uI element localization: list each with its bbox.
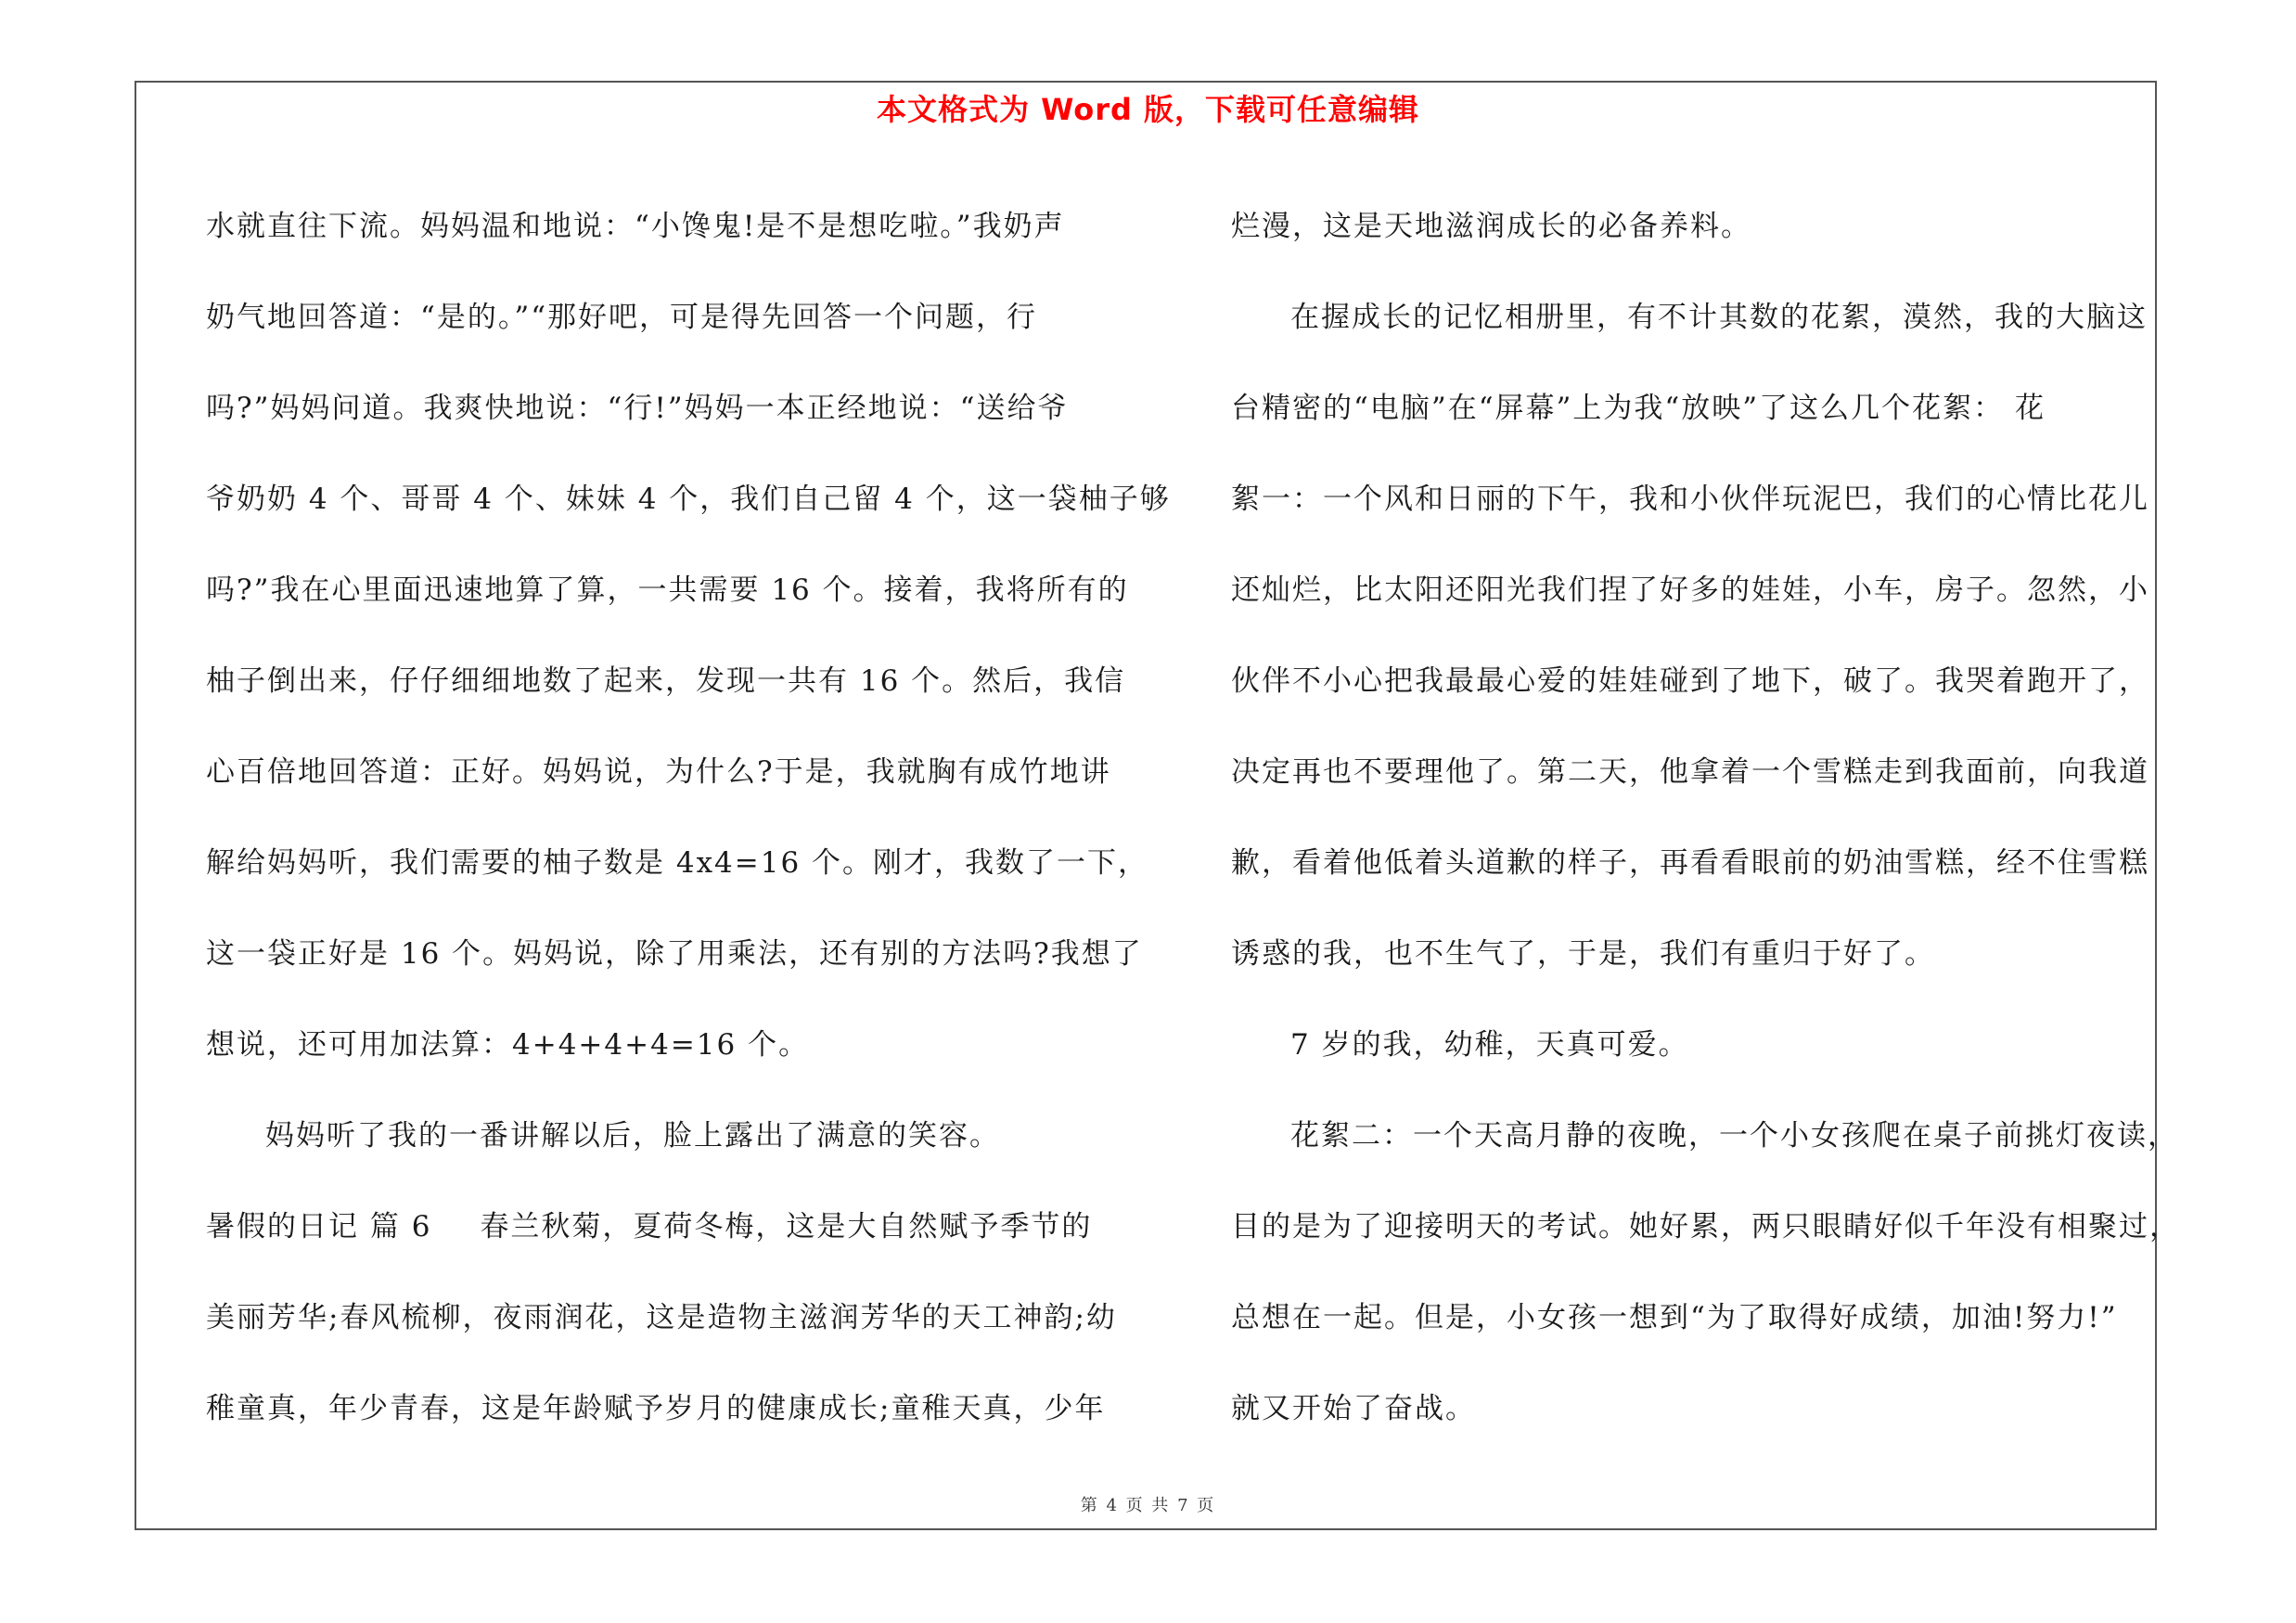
paragraph-start-line: 7 岁的我，幼稚，天真可爱。 (1290, 1028, 1689, 1062)
header-banner: 本文格式为 Word 版，下载可任意编辑 (876, 92, 1420, 127)
text-line: 诱惑的我，也不生气了，于是，我们有重归于好了。 (1231, 937, 1935, 971)
paragraph-start-line: 花絮二：一个天高月静的夜晚，一个小女孩爬在桌子前挑灯夜读， (1290, 1119, 2178, 1153)
text-line: 烂漫，这是天地滋润成长的必备养料。 (1231, 210, 1751, 243)
text-line: 目的是为了迎接明天的考试。她好累，两只眼睛好似千年没有相聚过， (1231, 1210, 2180, 1243)
text-line: 美丽芳华;春风梳柳，夜雨润花，这是造物主滋润芳华的天工神韵;幼 (206, 1301, 1117, 1334)
text-line: 稚童真，年少青春，这是年龄赋予岁月的健康成长;童稚天真，少年 (206, 1392, 1106, 1425)
text-line: 柚子倒出来，仔仔细细地数了起来，发现一共有 16 个。然后，我信 (206, 664, 1126, 698)
text-line: 歉，看着他低着头道歉的样子，再看看眼前的奶油雪糕，经不住雪糕 (1231, 846, 2149, 880)
text-line: 心百倍地回答道：正好。妈妈说，为什么?于是，我就胸有成竹地讲 (206, 755, 1111, 789)
text-line: 总想在一起。但是，小女孩一想到“为了取得好成绩，加油!努力!” (1231, 1301, 2118, 1334)
text-line: 决定再也不要理他了。第二天，他拿着一个雪糕走到我面前，向我道 (1231, 755, 2149, 789)
paragraph-start-line: 在握成长的记忆相册里，有不计其数的花絮，漠然，我的大脑这 (1290, 301, 2148, 334)
text-line: 解给妈妈听，我们需要的柚子数是 4x4=16 个。刚才，我数了一下， (206, 846, 1149, 880)
section-heading-line (206, 1181, 1124, 1272)
right-column (1231, 181, 2180, 1454)
text-line: 吗?”妈妈问道。我爽快地说：“行!”妈妈一本正经地说：“送给爷 (206, 392, 1069, 425)
text-line: 爷奶奶 4 个、哥哥 4 个、妹妹 4 个，我们自己留 4 个，这一袋柚子够 (206, 483, 1171, 516)
left-column (206, 181, 1171, 1454)
text-line: 这一袋正好是 16 个。妈妈说，除了用乘法，还有别的方法吗?我想了 (206, 937, 1143, 971)
text-line: 水就直往下流。妈妈温和地说：“小馋鬼!是不是想吃啦。”我奶声 (206, 210, 1065, 243)
section-title: 暑假的日记 篇 6 (206, 1210, 432, 1243)
text-line: 吗?”我在心里面迅速地算了算，一共需要 16 个。接着，我将所有的 (206, 573, 1129, 607)
text-line: 奶气地回答道：“是的。”“那好吧，可是得先回答一个问题，行 (206, 301, 1038, 334)
text-line: 就又开始了奋战。 (1231, 1392, 1476, 1425)
text-line: 还灿烂，比太阳还阳光我们捏了好多的娃娃，小车，房子。忽然，小 (1231, 573, 2149, 607)
text-line: 台精密的“电脑”在“屏幕”上为我“放映”了这么几个花絮： 花 (1231, 392, 2046, 425)
text-line: 絮一：一个风和日丽的下午，我和小伙伴玩泥巴，我们的心情比花儿 (1231, 483, 2149, 516)
page-number-footer: 第 4 页 共 7 页 (1080, 1496, 1216, 1515)
section-first-line: 春兰秋菊，夏荷冬梅，这是大自然赋予季节的 (480, 1210, 1093, 1243)
paragraph-start-line: 妈妈听了我的一番讲解以后，脸上露出了满意的笑容。 (265, 1119, 1000, 1153)
text-line: 想说，还可用加法算：4+4+4+4=16 个。 (206, 1028, 810, 1062)
text-line: 伙伴不小心把我最最心爱的娃娃碰到了地下，破了。我哭着跑开了， (1231, 664, 2149, 698)
